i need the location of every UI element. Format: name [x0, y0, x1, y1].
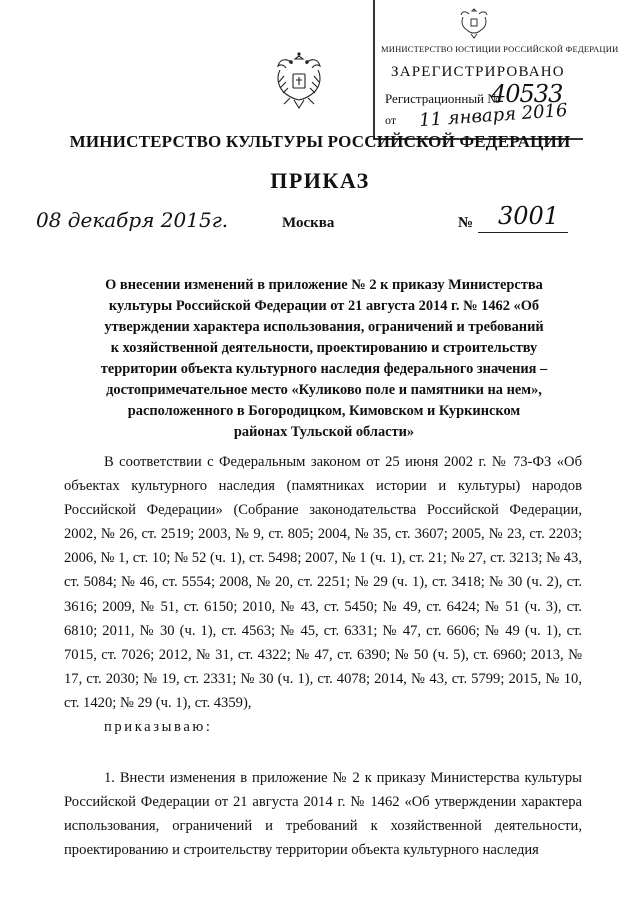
stamp-registration-label: Регистрационный № [385, 91, 500, 106]
preamble-text: В соответствии с Федеральным законом от 25 июня 2002 г. № 73-ФЗ «Об объектах культурного наследия (памятниках истории и культуры) народов Российской Федерации» (Собрание законодательства Российской Федерации, 2002, № 26, ст. 2519; 2003, № 9, ст. 805; 2004, № 35, ст. 3607; 2005, № 23, ст. 2203; 2006, № 1, ст. 10; № 52 (ч. 1), ст. 5498; 2007, № 1 (ч. 1), ст. 21; № 27, ст. 3213; № 43, ст. 5084; № 46, ст. 5554; 2008, № 20, ст. 2251; № 29 (ч. 1), ст. 3418; № 30 (ч. 2), ст. 3616; 2009, № 51, ст. 6150; 2010, № 43, ст. 5450; № 49, ст. 6424; № 51 (ч. 3), ст. 6810; 2011, № 30 (ч. 1), ст. 4563; № 45, ст. 6331; № 47, ст. 6606; № 49 (ч. 1), ст. 7015, ст. 7026; 2012, № 31, ст. 4322; № 47, ст. 6390; № 50 (ч. 5), ст. 6960; 2013, № 17, ст. 2030; № 19, ст. 2331; № 30 (ч. 1), ст. 4078; 2014, № 43, ст. 5799; 2015, № 10, ст. 1420; № 29 (ч. 1), ст. 4359), [64, 454, 582, 711]
order-title: ПРИКАЗ [270, 168, 370, 193]
order-date: 08 декабря 2015г. [36, 208, 229, 232]
order-city: Москва [282, 215, 335, 231]
stamp-emblem-icon [459, 6, 489, 40]
order-number: 3001 [498, 202, 560, 230]
stamp-registration-number: 40533 [491, 80, 563, 108]
order-heading: О внесении изменений в приложение № 2 к приказу Министерства культуры Российской Федерации от 21 августа 2014 г. № 1462 «Об утверждении характера использования, ограничений и требований к хозяйственной деятельности, проектированию и строительству территории объекта культурного наследия федерального значения – достопримечательное место «Куликово поле и памятники на нем», расположенного в Богородицком, Кимовском и Куркинском районах Тульской области» [100, 277, 548, 440]
stamp-date-value: 11 января 2016 [418, 99, 569, 132]
order-word: приказываю: [104, 719, 213, 736]
item-1-paragraph: 1. Внести изменения в приложение № 2 к приказу Министерства культуры Российской Федерации от 21 августа 2014 г. № 1462 «Об утверждении характера использования, ограничений и требований к хозяйственной деятельности, проектированию и строительству территории объекта культурного наследия [64, 770, 582, 859]
order-number-underline [478, 232, 568, 233]
order-number-sign: № [458, 215, 474, 231]
stamp-ministry-text: МИНИСТЕРСТВО ЮСТИЦИИ РОССИЙСКОЙ ФЕДЕРАЦИИ [381, 44, 619, 54]
coat-of-arms-emblem [272, 50, 326, 114]
ministry-title: МИНИСТЕРСТВО КУЛЬТУРЫ РОССИЙСКОЙ ФЕДЕРАЦИИ [69, 132, 571, 151]
registration-stamp [373, 0, 619, 138]
stamp-registered-text: ЗАРЕГИСТРИРОВАНО [391, 64, 565, 80]
preamble-paragraph [64, 450, 582, 739]
stamp-date-label: от [385, 113, 397, 127]
